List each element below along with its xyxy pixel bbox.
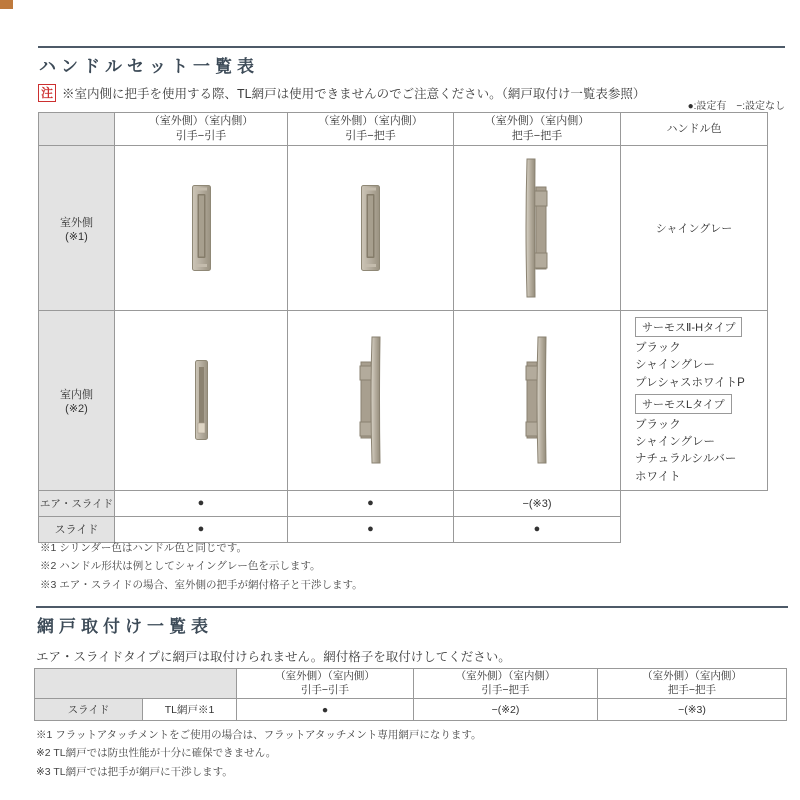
handle-color-cell: シャイングレー <box>621 146 768 311</box>
availability-cell: −(※2) <box>414 699 598 721</box>
section-rule <box>38 46 785 48</box>
handle-set-table <box>38 112 768 543</box>
corner-cell <box>35 669 237 699</box>
bar-handle-outdoor-image <box>519 157 555 299</box>
header-line: （室外側）（室内側） <box>318 115 423 128</box>
column-header <box>115 113 288 146</box>
table-row <box>35 699 787 721</box>
color-option: ナチュラルシルバー <box>635 453 737 466</box>
handle-cell <box>454 146 621 311</box>
column-header <box>621 113 768 146</box>
legend: ●:設定有 −:設定なし <box>687 101 785 112</box>
header-line: （室外側）（室内側） <box>484 115 590 128</box>
footnote: ※2 ハンドル形状は例としてシャイングレー色を示します。 <box>40 560 321 573</box>
row-label: エア・スライド <box>39 490 115 516</box>
footnotes <box>40 539 363 594</box>
availability-cell: ● <box>454 516 621 542</box>
handle-cell <box>288 146 454 311</box>
color-option: ブラック <box>635 342 681 354</box>
handle-cell <box>115 311 288 491</box>
footnote: ※1 シリンダー色はハンドル色と同じです。 <box>40 542 247 554</box>
handle-cell <box>454 311 621 491</box>
row-label <box>39 146 115 311</box>
corner-cell <box>39 113 115 146</box>
type-label-box: サーモスLタイプ <box>635 394 732 414</box>
availability-cell: ● <box>237 699 414 721</box>
column-header <box>288 113 454 146</box>
table-row <box>39 311 768 491</box>
column-header <box>237 669 414 699</box>
footnote: ※3 TL網戸では把手が網戸に干渉します。 <box>36 765 233 778</box>
color-option: ブラック <box>635 418 681 431</box>
header-line: （室外側）（室内側） <box>275 669 375 682</box>
header-line: 引手−把手 <box>345 130 396 142</box>
page-title: ハンドルセット一覧表 <box>39 57 259 76</box>
bar-handle-indoor-image <box>520 336 554 464</box>
row-label-sub: (※2) <box>65 402 88 415</box>
note-badge-icon: 注 <box>38 84 56 102</box>
footnotes <box>36 726 482 781</box>
screen-type-cell: TL網戸※1 <box>143 699 237 721</box>
availability-cell: −(※3) <box>454 490 621 516</box>
header-line: 把手−把手 <box>667 683 717 696</box>
section-rule <box>36 606 788 608</box>
corner-artifact <box>0 0 13 9</box>
row-label-text: 室内側 <box>60 388 93 401</box>
column-header <box>598 669 787 699</box>
section-title: 網戸取付け一覧表 <box>37 617 213 636</box>
table-row <box>39 146 768 311</box>
header-line: （室外側）（室内側） <box>455 669 556 682</box>
row-label-text: 室外側 <box>60 216 93 229</box>
color-option: ホワイト <box>635 470 681 483</box>
note-text: ※室内側に把手を使用する際、TL網戸は使用できませんのでご注意ください。（網戸取付け一覧表参照） <box>62 87 646 101</box>
footnote: ※1 フラットアタッチメントをご使用の場合は、フラットアタッチメント専用網戸になります。 <box>36 729 482 741</box>
bar-handle-indoor-image <box>354 336 388 464</box>
header-line: 把手−把手 <box>511 130 563 142</box>
header-line: 引手−引手 <box>300 683 350 696</box>
footnote: ※3 エア・スライドの場合、室外側の把手が網付格子と干渉します。 <box>40 578 363 591</box>
screen-mounting-table <box>34 668 787 721</box>
row-label-sub: (※1) <box>65 230 88 243</box>
color-list <box>635 417 761 486</box>
header-line: 引手−把手 <box>481 683 530 696</box>
color-option: プレシャスホワイトP <box>635 376 745 389</box>
color-list <box>635 340 761 392</box>
color-option: シャイングレー <box>635 359 716 372</box>
header-line: （室外側）（室内側） <box>148 115 254 128</box>
header-line: 引手−引手 <box>175 130 227 142</box>
section-intro: エア・スライドタイプに網戸は取付けられません。網付格子を取付けしてください。 <box>36 650 511 664</box>
small-pull-handle-image <box>195 360 208 440</box>
availability-cell: −(※3) <box>598 699 787 721</box>
header-line: ハンドル色 <box>666 122 722 135</box>
header-line: （室外側）（室内側） <box>642 669 742 682</box>
handle-cell <box>115 146 288 311</box>
flush-pull-handle-image <box>192 185 211 271</box>
row-label: スライド <box>35 699 143 721</box>
table-row <box>39 490 768 516</box>
availability-cell: ● <box>115 516 288 542</box>
availability-cell: ● <box>288 516 454 542</box>
column-header <box>454 113 621 146</box>
row-label: スライド <box>39 516 115 542</box>
availability-cell: ● <box>288 490 454 516</box>
flush-pull-handle-image <box>361 185 380 271</box>
footnote: ※2 TL網戸では防虫性能が十分に確保できません。 <box>36 747 277 760</box>
row-label <box>39 311 115 491</box>
handle-cell <box>288 311 454 491</box>
handle-color-cell <box>621 311 768 491</box>
color-option: シャイングレー <box>635 436 716 448</box>
type-label-box: サーモスⅡ-Hタイプ <box>635 317 742 337</box>
column-header <box>414 669 598 699</box>
availability-cell: ● <box>115 490 288 516</box>
